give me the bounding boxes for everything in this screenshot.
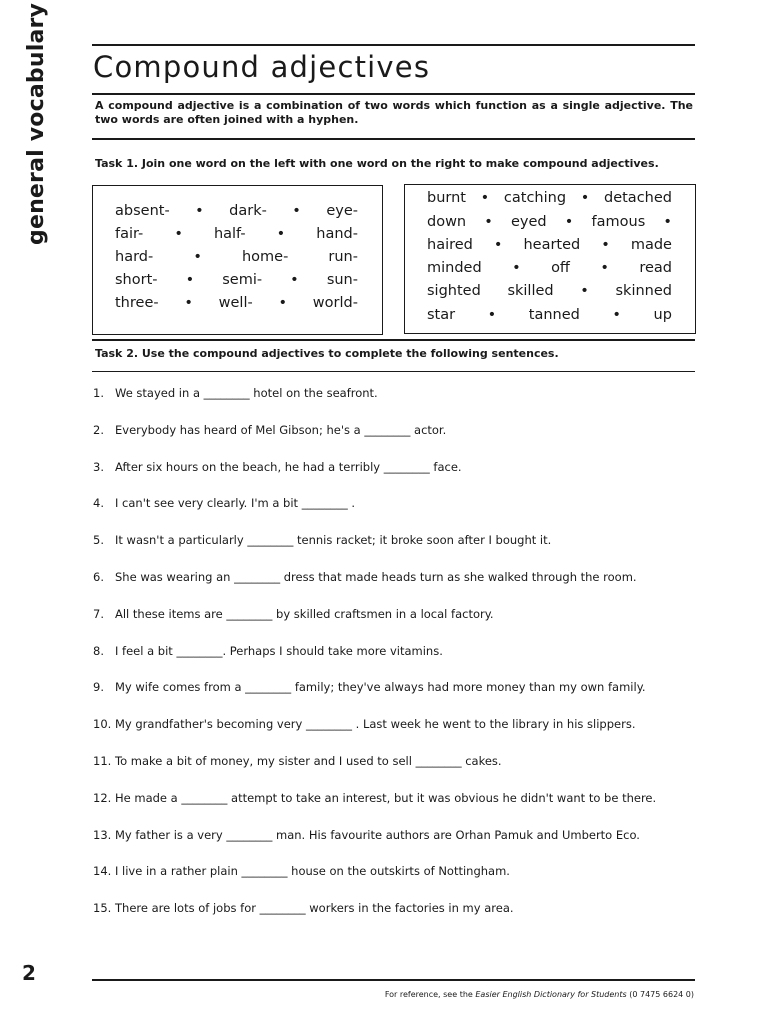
title-rule [92,93,695,95]
page-title: Compound adjectives [93,50,431,84]
sentence-item [93,680,693,717]
sentence-number: 6. [93,569,104,584]
bullet-separator: • [564,214,574,230]
sentence-number: 11. [93,753,112,768]
word: three- [115,295,159,311]
right-word-row [427,307,672,323]
footer-book-title: Easier English Dictionary for Students [475,990,627,999]
task2-instruction: Task 2. Use the compound adjectives to complete the following sentences. [95,347,559,360]
task2-bottom-rule [92,371,695,372]
word: semi- [222,272,263,288]
bullet-separator: • [484,214,493,230]
word: star [427,307,456,323]
sentence-item [93,607,693,644]
right-word-row [427,237,672,253]
sentence-number: 4. [93,496,104,511]
word: fair- [115,226,144,242]
sentence-number: 7. [93,606,104,621]
right-word-row [427,260,672,276]
bullet-separator: • [663,214,672,230]
sentence-text: My father is a very ________ man. His favourite authors are Orhan Pamuk and Umberto Eco. [115,827,640,842]
word: short- [115,272,158,288]
sentence-item [93,901,693,938]
left-word-row [115,272,358,288]
sentence-number: 12. [93,790,112,805]
bullet-separator: • [493,237,503,253]
word: skinned [615,283,672,299]
sentence-number: 9. [93,680,104,695]
word: dark- [229,203,267,219]
left-word-box [92,185,383,335]
word: burnt [427,190,466,206]
word: eye- [326,203,358,219]
bullet-separator: • [487,307,497,323]
sentence-text: All these items are ________ by skilled craftsmen in a local factory. [115,606,494,621]
sentence-number: 5. [93,533,104,548]
sentence-number: 13. [93,827,112,842]
word: read [639,260,672,276]
sentence-item [93,386,693,423]
bullet-separator: • [174,226,183,242]
sentence-number: 10. [93,717,112,732]
bullet-separator: • [278,295,288,311]
right-word-row [427,283,672,299]
sentence-list [93,386,693,938]
sentence-item [93,644,693,681]
word: haired [427,237,473,253]
sentence-item [93,423,693,460]
page-number: 2 [22,961,36,985]
sentence-item [93,570,693,607]
word: eyed [511,214,547,230]
right-word-row [427,190,672,206]
bullet-separator: • [292,203,301,219]
word: world- [312,295,358,311]
bullet-separator: • [480,190,490,206]
intro-text: A compound adjective is a combination of two words which function as a single adjective. The two words are often joined with a hyphen. [95,99,693,126]
word: off [551,260,570,276]
bullet-separator: • [184,295,193,311]
sentence-number: 2. [93,422,104,437]
word: minded [427,260,482,276]
sentence-text: My grandfather's becoming very ________ . Last week he went to the library in his slippers. [115,717,636,732]
word: well- [218,295,253,311]
word: detached [604,190,672,206]
word: sighted [427,283,481,299]
word: famous [591,214,646,230]
word: catching [503,190,567,206]
task1-instruction: Task 1. Join one word on the left with one word on the right to make compound adjectives. [95,157,659,170]
sentence-text: We stayed in a ________ hotel on the seafront. [115,386,378,400]
sentence-item [93,460,693,497]
word: run- [328,249,358,265]
left-word-row [115,203,358,219]
footer-isbn: (0 7475 6624 0) [626,990,694,999]
sentence-item [93,864,693,901]
sentence-text: I feel a bit ________. Perhaps I should take more vitamins. [115,643,443,658]
bullet-separator: • [195,203,204,219]
section-side-label: general vocabulary [24,2,49,245]
sentence-item [93,754,693,791]
bullet-separator: • [276,226,286,242]
word: absent- [115,203,170,219]
sentence-number: 3. [93,459,104,474]
right-word-box [404,184,696,334]
bullet-separator: • [193,249,202,265]
bullet-separator: • [600,260,609,276]
sentence-text: She was wearing an ________ dress that made heads turn as she walked through the room. [115,569,637,584]
word: hard- [115,249,154,265]
task2-top-rule [92,339,695,341]
word: down [427,214,467,230]
sentence-text: I can't see very clearly. I'm a bit ________ . [115,496,356,511]
bullet-separator: • [612,307,621,323]
sentence-text: There are lots of jobs for ________ workers in the factories in my area. [115,901,514,916]
footer-rule [92,979,695,981]
sentence-item [93,717,693,754]
sentence-item [93,791,693,828]
word: made [630,237,672,253]
sentence-number: 15. [93,901,112,916]
word: hearted [523,237,581,253]
footer-prefix: For reference, see the [384,990,476,999]
bullet-separator: • [580,283,589,299]
reference-footer [385,990,694,999]
sentence-text: My wife comes from a ________ family; they've always had more money than my own family. [115,680,646,695]
word: home- [241,249,289,265]
word: skilled [507,283,554,299]
sentence-number: 1. [93,386,104,400]
sentence-text: To make a bit of money, my sister and I used to sell ________ cakes. [115,753,502,768]
sentence-text: It wasn't a particularly ________ tennis racket; it broke soon after I bought it. [115,533,552,548]
word: up [653,307,672,323]
left-word-row [115,226,358,242]
bullet-separator: • [580,190,590,206]
bullet-separator: • [601,237,610,253]
bullet-separator: • [185,272,195,288]
sentence-text: Everybody has heard of Mel Gibson; he's a ________ actor. [115,422,447,437]
word: hand- [316,226,358,242]
sentence-number: 14. [93,864,112,879]
sentence-text: After six hours on the beach, he had a terribly ________ face. [115,459,462,474]
sentence-item [93,533,693,570]
sentence-number: 8. [93,643,104,658]
right-word-row [427,214,672,230]
bullet-separator: • [290,272,299,288]
bullet-separator: • [512,260,521,276]
top-rule [92,44,695,46]
left-word-row [115,249,358,265]
word: tanned [528,307,580,323]
sentence-text: He made a ________ attempt to take an interest, but it was obvious he didn't want to be there. [115,790,657,805]
word: half- [213,226,246,242]
left-word-row [115,295,358,311]
sentence-item [93,828,693,865]
sentence-item [93,496,693,533]
word: sun- [326,272,358,288]
intro-rule [92,138,695,140]
sentence-text: I live in a rather plain ________ house on the outskirts of Nottingham. [115,864,510,879]
